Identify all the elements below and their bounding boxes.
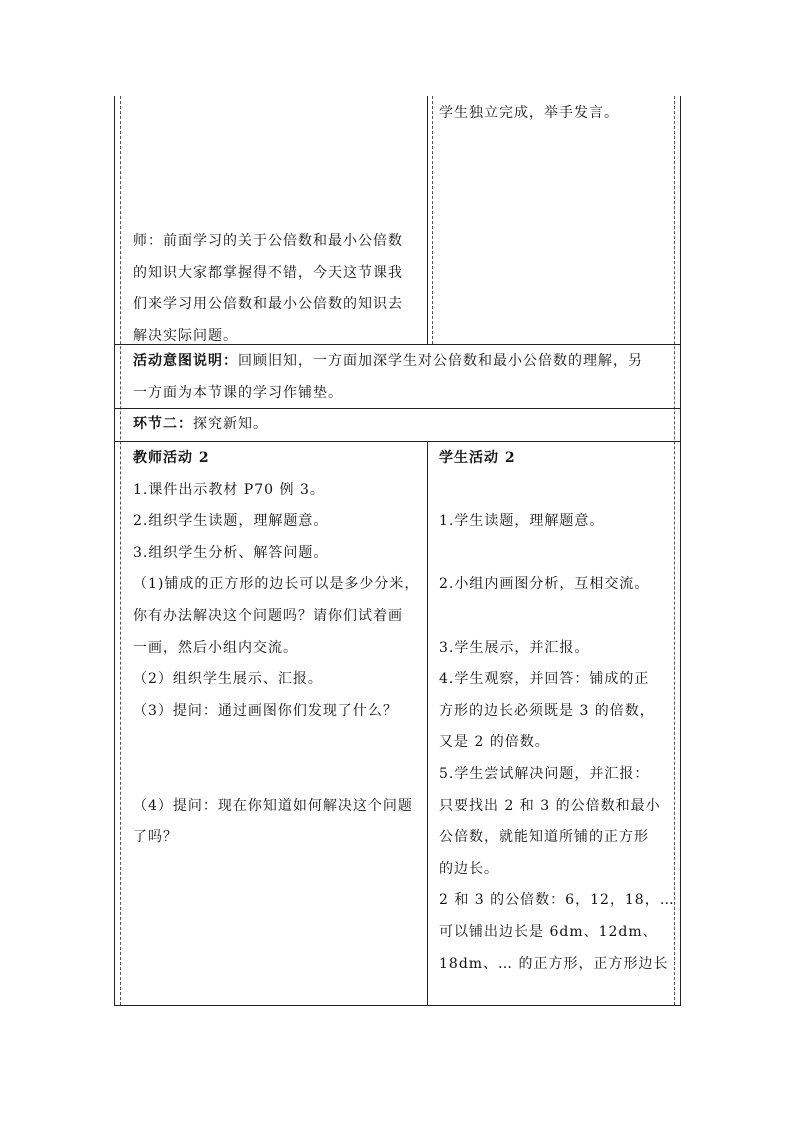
teacher-item-3: 3.组织学生分析、解答问题。 (133, 544, 329, 561)
student-spacer-2 (439, 538, 679, 570)
section-label: 环节二： (133, 416, 193, 432)
student-item-2: 2.小组内画图分析，互相交流。 (439, 576, 650, 593)
intro-student-text (439, 98, 674, 130)
teacher-item-8: （3）提问：通过画图你们发现了什么？ (133, 702, 398, 719)
student-item-11: 2 和 3 的公倍数：6，12，18，… (439, 892, 675, 909)
column-divider-bottom (427, 441, 428, 1005)
teacher-activity (133, 443, 427, 854)
section-line (133, 409, 675, 441)
teacher-item-5: 你有办法解决这个问题吗？请你们试着画 (133, 607, 403, 624)
student-item-4: 4.学生观察，并回答：铺成的正 (439, 671, 650, 688)
teacher-item-9: （4）提问：现在你知道如何解决这个问题 (133, 797, 413, 814)
student-item-8: 只要找出 2 和 3 的公倍数和最小 (439, 797, 661, 814)
intent-label: 活动意图说明： (133, 353, 238, 369)
intent-line-1 (133, 346, 675, 378)
student-item-9: 公倍数，就能知道所铺的正方形 (439, 829, 649, 846)
teacher-item-4: （1)铺成的正方形的边长可以是多少分米， (133, 576, 420, 593)
student-item-1: 1.学生读题，理解题意。 (439, 513, 605, 530)
column-divider-top (427, 96, 428, 344)
teacher-item-7: （2）组织学生展示、汇报。 (133, 671, 323, 688)
student-item-10: 的边长。 (439, 860, 499, 877)
intent-text-1: 回顾旧知，一方面加深学生对公倍数和最小公倍数的理解，另 (238, 353, 643, 369)
student-spacer-3 (439, 601, 679, 633)
section-text: 探究新知。 (193, 416, 268, 432)
intro-teacher-text (133, 226, 423, 352)
teacher-item-2: 2.组织学生读题，理解题意。 (133, 513, 329, 530)
teacher-item-6: 一画，然后小组内交流。 (133, 639, 298, 656)
section-heading (133, 409, 675, 441)
teacher-item-10: 了吗？ (133, 829, 178, 846)
student-spacer (439, 475, 679, 507)
student-item-12: 可以铺出边长是 6dm、12dm、 (439, 923, 658, 940)
activity-intent (133, 346, 675, 409)
student-item-5: 方形的边长必须既是 3 的倍数， (439, 702, 655, 719)
student-item-3: 3.学生展示，并汇报。 (439, 639, 590, 656)
student-header: 学生活动 2 (439, 450, 516, 466)
column-divider-top-dashed (432, 96, 433, 344)
intent-line-2: 一方面为本节课的学习作铺垫。 (133, 384, 343, 401)
student-activity (439, 443, 679, 980)
row-divider-3 (115, 441, 680, 442)
teacher-spacer-2 (133, 759, 427, 791)
intro-line-3: 们来学习用公倍数和最小公倍数的知识去 (133, 296, 403, 313)
left-dashed-border (120, 96, 121, 1005)
intro-line-1: 师：前面学习的关于公倍数和最小公倍数 (133, 233, 403, 249)
student-item-7: 5.学生尝试解决问题，并汇报： (439, 765, 650, 782)
teacher-header: 教师活动 2 (133, 450, 210, 466)
intro-line-4: 解决实际问题。 (133, 327, 238, 344)
intro-student-line: 学生独立完成，举手发言。 (439, 105, 619, 121)
student-item-6: 又是 2 的倍数。 (439, 734, 550, 751)
teacher-spacer (133, 727, 427, 759)
teacher-item-1: 1.课件出示教材 P70 例 3。 (133, 481, 325, 498)
lesson-table (114, 96, 681, 1006)
student-item-13: 18dm、… 的正方形，正方形边长 (439, 955, 669, 972)
intro-line-2: 的知识大家都掌握得不错，今天这节课我 (133, 264, 403, 281)
